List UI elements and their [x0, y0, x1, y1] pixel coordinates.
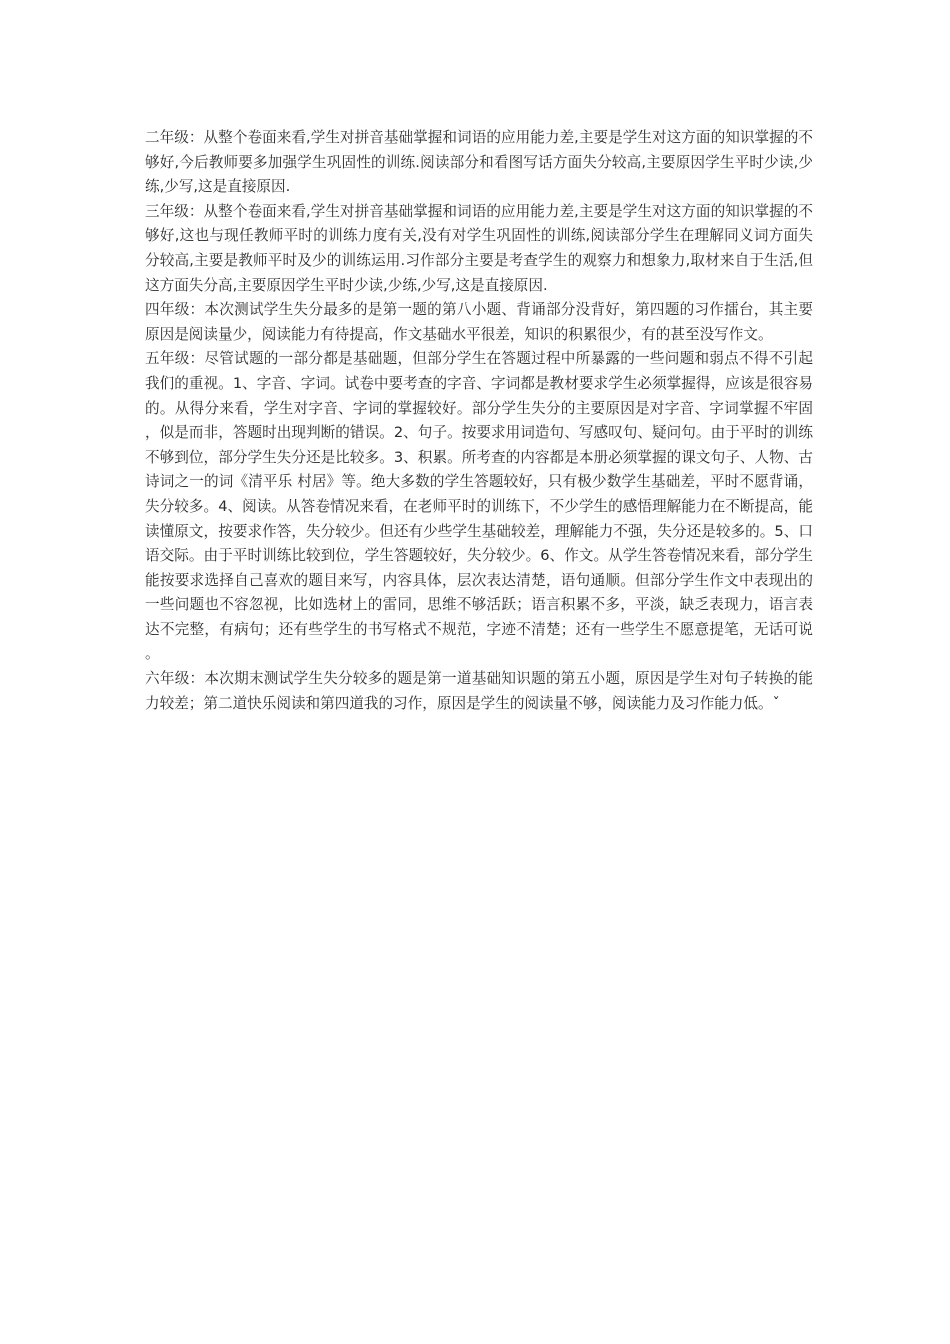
paragraph-grade-6: 六年级：本次期末测试学生失分较多的题是第一道基础知识题的第五小题，原因是学生对句子转换的能力较差；第二道快乐阅读和第四道我的习作，原因是学生的阅读量不够，阅读能力及习作能力低。ˇ [145, 670, 813, 712]
document-body [145, 126, 813, 716]
paragraph-grade-3: 三年级：从整个卷面来看,学生对拼音基础掌握和词语的应用能力差,主要是学生对这方面的知识掌握的不够好,这也与现任教师平时的训练力度有关,没有对学生巩固性的训练,阅读部分学生在理解同义词方面失分较高,主要是教师平时及少的训练运用.习作部分主要是考查学生的观察力和想象力,取材来自于生活,但这方面失分高,主要原因学生平时少读,少练,少写,这是直接原因. [145, 202, 813, 294]
paragraph-grade-2: 二年级：从整个卷面来看,学生对拼音基础掌握和词语的应用能力差,主要是学生对这方面的知识掌握的不够好,今后教师要多加强学生巩固性的训练.阅读部分和看图写话方面失分较高,主要原因学生平时少读,少练,少写,这是直接原因. [145, 129, 813, 196]
paragraph-grade-4: 四年级：本次测试学生失分最多的是第一题的第八小题、背诵部分没背好，第四题的习作擂台，其主要原因是阅读量少，阅读能力有待提高，作文基础水平很差，知识的积累很少，有的甚至没写作文。 [145, 301, 813, 343]
paragraph-grade-5: 五年级：尽管试题的一部分都是基础题，但部分学生在答题过程中所暴露的一些问题和弱点不得不引起我们的重视。1、字音、字词。试卷中要考查的字音、字词都是教材要求学生必须掌握得，应该是很容易的。从得分来看，学生对字音、字词的掌握较好。部分学生失分的主要原因是对字音、字词掌握不牢固，似是而非，答题时出现判断的错误。2、句子。按要求用词造句、写感叹句、疑问句。由于平时的训练不够到位，部分学生失分还是比较多。3、积累。所考查的内容都是本册必须掌握的课文句子、人物、古诗词之一的词《清平乐 村居》等。绝大多数的学生答题较好，只有极少数学生基础差，平时不愿背诵，失分较多。4、阅读。从答卷情况来看，在老师平时的训练下，不少学生的感悟理解能力在不断提高，能读懂原文，按要求作答，失分较少。但还有少些学生基础较差，理解能力不强，失分还是较多的。5、口语交际。由于平时训练比较到位，学生答题较好，失分较少。6、作文。从学生答卷情况来看，部分学生能按要求选择自己喜欢的题目来写，内容具体，层次表达清楚，语句通顺。但部分学生作文中表现出的一些问题也不容忽视，比如选材上的雷同，思维不够活跃；语言积累不多，平淡，缺乏表现力，语言表达不完整，有病句；还有些学生的书写格式不规范，字迹不清楚；还有一些学生不愿意提笔，无话可说。 [145, 350, 813, 663]
